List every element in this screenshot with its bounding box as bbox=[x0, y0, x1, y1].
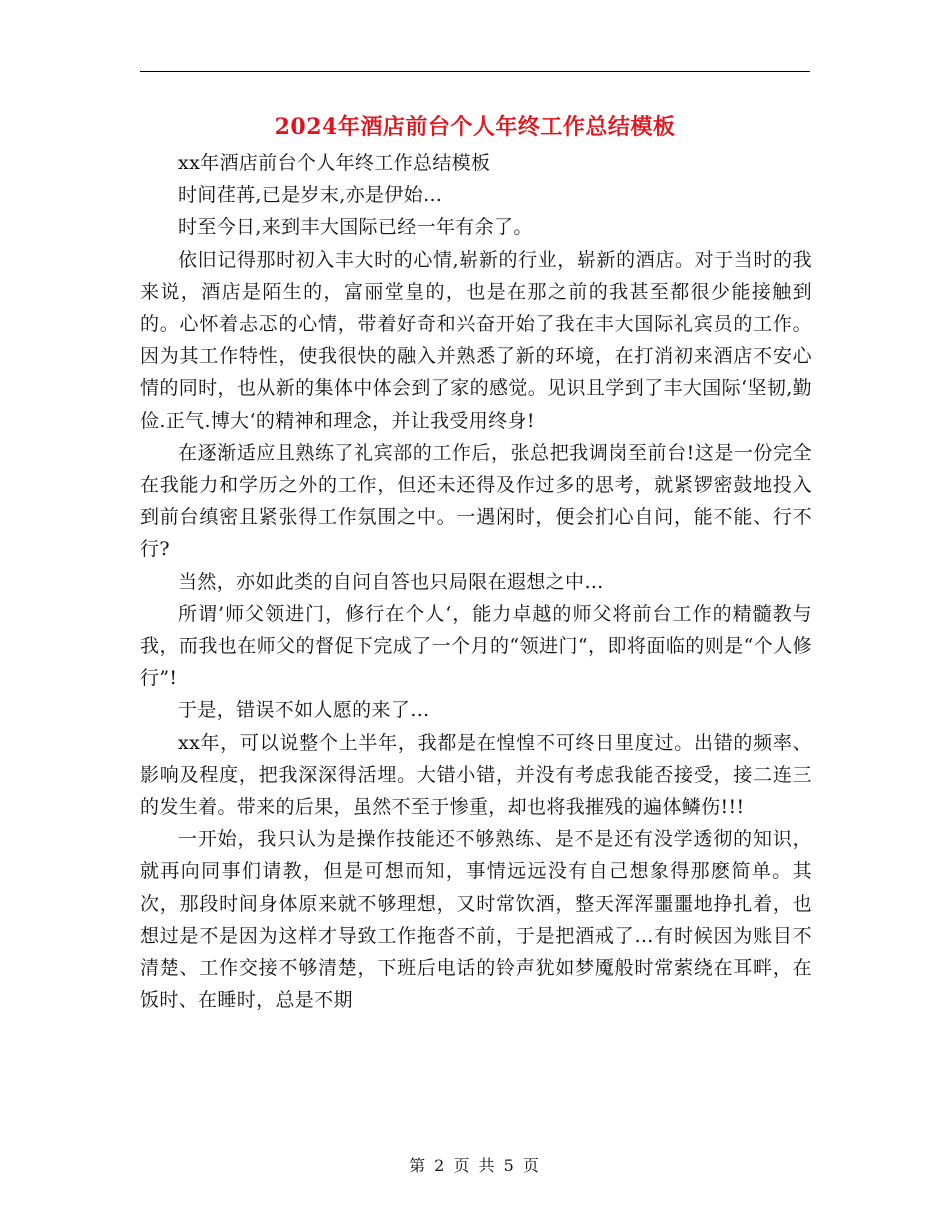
document-body bbox=[140, 147, 812, 1016]
paragraph: 于是，错误不如人愿的来了… bbox=[178, 699, 430, 722]
document-title: 2024年酒店前台个人年终工作总结模板 bbox=[274, 114, 676, 140]
header-rule bbox=[140, 71, 810, 72]
paragraph: 所谓’师父领进门，修行在个人‘，能力卓越的师父将前台工作的精髓教与我，而我也在师父的督促下完成了一个月的“领进门“，即将面临的则是“个人修行”! bbox=[140, 602, 812, 690]
paragraph: 时间荏苒,已是岁末,亦是伊始… bbox=[178, 184, 443, 207]
paragraph: xx年，可以说整个上半年，我都是在惶惶不可终日里度过。出错的频率、影响及程度，把我深深得活埋。大错小错，并没有考虑我能否接受，接二连三的发生着。带来的后果，虽然不至于惨重，却也将我摧残的遍体鳞伤!!! bbox=[140, 731, 812, 819]
paragraph: 时至今日,来到丰大国际已经一年有余了。 bbox=[178, 216, 533, 239]
paragraph: 一开始，我只认为是操作技能还不够熟练、是不是还有没学透彻的知识，就再向同事们请教，但是可想而知，事情远远没有自己想象得那麽简单。其次，那段时间身体原来就不够理想，又时常饮酒，整天浑浑噩噩地挣扎着，也想过是不是因为这样才导致工作拖沓不前，于是把酒戒了…有时候因为账目不清楚、工作交接不够清楚，下班后电话的铃声犹如梦魇般时常萦绕在耳畔，在饭时、在睡时，总是不期 bbox=[140, 828, 812, 1012]
paragraph: 依旧记得那时初入丰大时的心情,崭新的行业，崭新的酒店。对于当时的我来说，酒店是陌生的，富丽堂皇的，也是在那之前的我甚至都很少能接触到的。心怀着忐忑的心情，带着好奇和兴奋开始了我在丰大国际礼宾员的工作。因为其工作特性，使我很快的融入并熟悉了新的环境，在打消初来酒店不安心情的同时，也从新的集体中体会到了家的感觉。见识且学到了丰大国际‘坚韧,勤俭.正气.博大‘的精神和理念，并让我受用终身! bbox=[140, 248, 812, 432]
paragraph: xx年酒店前台个人年终工作总结模板 bbox=[178, 152, 491, 174]
page-number-footer: 第 2 页 共 5 页 bbox=[409, 1156, 541, 1175]
paragraph: 当然，亦如此类的自问自答也只局限在遐想之中… bbox=[178, 570, 604, 593]
paragraph: 在逐渐适应且熟练了礼宾部的工作后，张总把我调岗至前台!这是一份完全在我能力和学历之外的工作，但还未还得及作过多的思考，就紧锣密鼓地投入到前台缜密且紧张得工作氛围之中。一遇闲时，便会扪心自问，能不能、行不行? bbox=[140, 441, 812, 561]
